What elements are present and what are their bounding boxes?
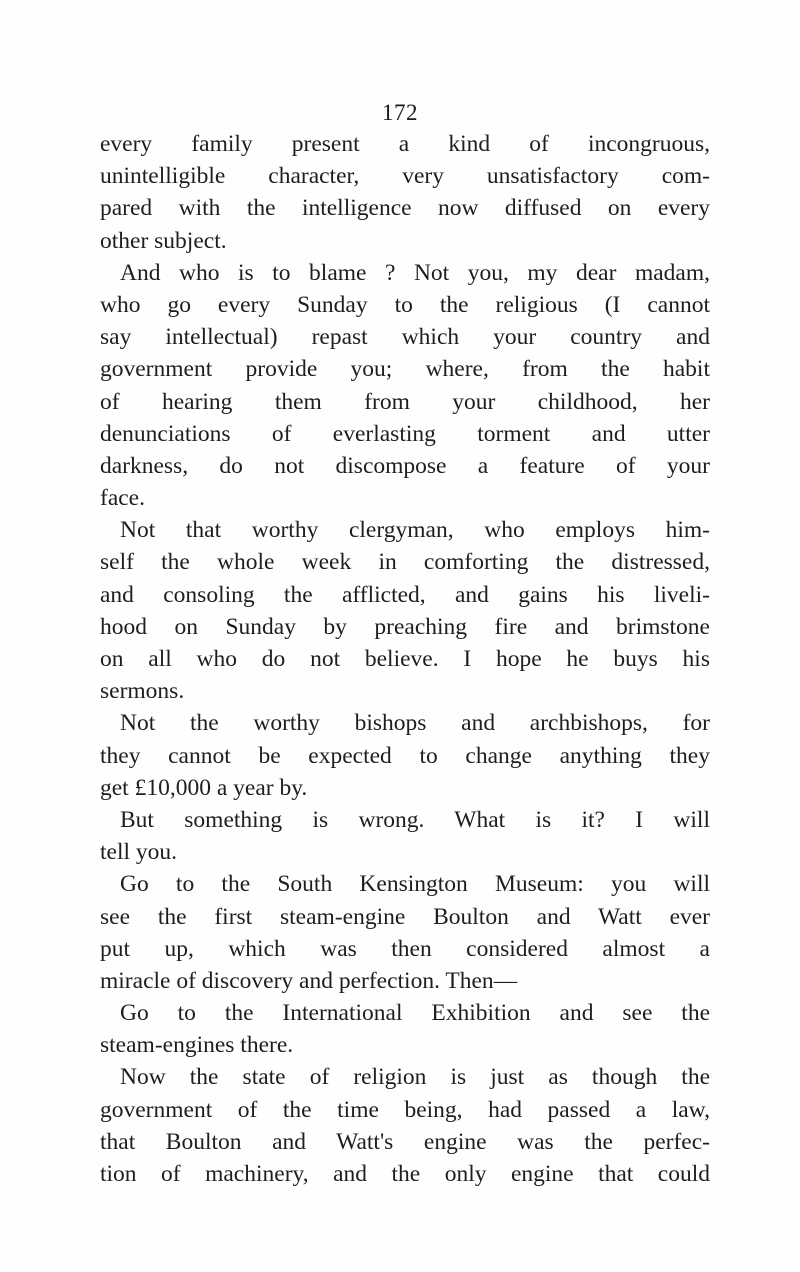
text-line: put up, which was then considered almost a xyxy=(100,935,710,962)
text-line: that Boulton and Watt's engine was the perfec- xyxy=(100,1128,710,1155)
text-line: who go every Sunday to the religious (I cannot xyxy=(100,291,710,318)
text-line: government of the time being, had passed a law, xyxy=(100,1096,710,1123)
body-text xyxy=(100,128,710,1190)
text-line: pared with the intelligence now diffused on every xyxy=(100,195,710,222)
text-line: Go to the South Kensington Museum: you will xyxy=(120,871,710,898)
text-line: denunciations of everlasting torment and utter xyxy=(100,420,710,447)
text-line: get £10,000 a year by. xyxy=(100,774,308,801)
text-line: say intellectual) repast which your country and xyxy=(100,324,710,351)
text-line: Go to the International Exhibition and see the xyxy=(120,1000,710,1027)
text-line: tell you. xyxy=(100,839,178,866)
text-line: hood on Sunday by preaching fire and brimstone xyxy=(100,613,710,640)
text-line: self the whole week in comforting the distressed, xyxy=(100,549,710,576)
text-line: Not the worthy bishops and archbishops, for xyxy=(120,710,710,737)
text-line: on all who do not believe. I hope he buys his xyxy=(100,646,710,672)
text-line: every family present a kind of incongruous, xyxy=(100,131,710,157)
text-line: of hearing them from your childhood, her xyxy=(100,388,710,415)
text-line: other subject. xyxy=(100,227,227,254)
text-line: sermons. xyxy=(100,678,185,705)
text-line: darkness, do not discompose a feature of your xyxy=(100,452,710,479)
text-line: Not that worthy clergyman, who employs him- xyxy=(120,517,710,544)
text-line: miracle of discovery and perfection. Then— xyxy=(100,967,518,994)
text-line: government provide you; where, from the habit xyxy=(100,356,710,383)
text-line: they cannot be expected to change anything they xyxy=(100,742,710,769)
text-line: But something is wrong. What is it? I will xyxy=(120,806,710,833)
text-line: face. xyxy=(100,485,145,512)
text-line: steam-engines there. xyxy=(100,1032,294,1059)
text-line: unintelligible character, very unsatisfactory com- xyxy=(100,163,710,190)
text-line: and consoling the afflicted, and gains his liveli- xyxy=(100,581,710,608)
page-number: 172 xyxy=(382,100,418,125)
text-line: tion of machinery, and the only engine that could xyxy=(100,1161,710,1187)
text-line: see the first steam-engine Boulton and Watt ever xyxy=(100,903,710,930)
text-line: And who is to blame ? Not you, my dear madam, xyxy=(120,259,710,286)
text-line: Now the state of religion is just as though the xyxy=(120,1064,710,1091)
